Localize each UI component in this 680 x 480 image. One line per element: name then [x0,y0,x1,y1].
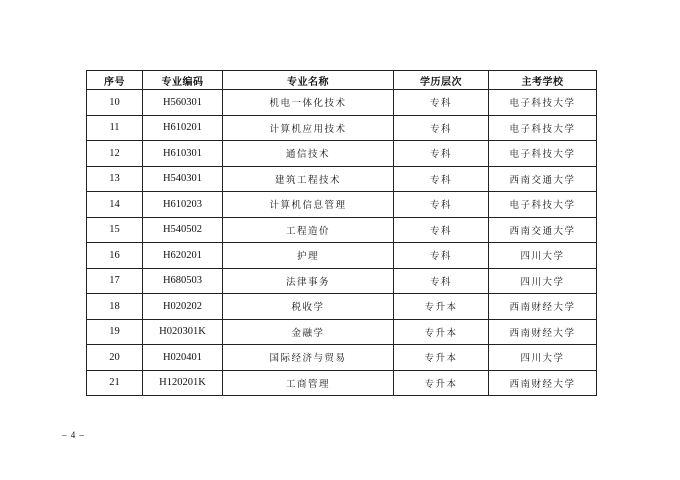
cell-major-code: H680503 [143,268,223,294]
header-education-level: 学历层次 [394,71,489,90]
cell-examining-school: 西南交通大学 [489,217,597,243]
cell-seq: 10 [87,90,143,116]
cell-seq: 12 [87,141,143,167]
cell-major-code: H020301K [143,319,223,345]
table-row [87,268,597,294]
cell-major-name: 机电一体化技术 [223,90,394,116]
cell-examining-school: 四川大学 [489,345,597,371]
header-major-code: 专业编码 [143,71,223,90]
cell-major-name: 工程造价 [223,217,394,243]
cell-education-level: 专升本 [394,345,489,371]
table-row [87,192,597,218]
cell-seq: 21 [87,370,143,396]
cell-education-level: 专科 [394,243,489,269]
cell-major-name: 计算机应用技术 [223,115,394,141]
cell-major-code: H540502 [143,217,223,243]
cell-major-name: 税收学 [223,294,394,320]
table-row [87,243,597,269]
cell-education-level: 专升本 [394,370,489,396]
cell-major-name: 建筑工程技术 [223,166,394,192]
cell-examining-school: 西南财经大学 [489,294,597,320]
cell-examining-school: 电子科技大学 [489,115,597,141]
table-row [87,319,597,345]
header-major-name: 专业名称 [223,71,394,90]
cell-education-level: 专科 [394,217,489,243]
cell-education-level: 专科 [394,268,489,294]
cell-major-name: 国际经济与贸易 [223,345,394,371]
cell-examining-school: 电子科技大学 [489,141,597,167]
cell-seq: 16 [87,243,143,269]
cell-examining-school: 西南财经大学 [489,319,597,345]
table-row [87,217,597,243]
table-row [87,115,597,141]
cell-seq: 19 [87,319,143,345]
header-row [87,71,597,90]
cell-major-code: H560301 [143,90,223,116]
cell-major-code: H540301 [143,166,223,192]
cell-major-code: H020202 [143,294,223,320]
cell-major-name: 计算机信息管理 [223,192,394,218]
cell-education-level: 专科 [394,115,489,141]
table-row [87,166,597,192]
header-examining-school: 主考学校 [489,71,597,90]
table-body [87,90,597,396]
table-header [87,71,597,90]
cell-education-level: 专升本 [394,294,489,320]
page-number: – 4 – [62,430,85,440]
table-row [87,345,597,371]
table-row [87,90,597,116]
cell-major-name: 金融学 [223,319,394,345]
majors-table [86,70,597,396]
table-row [87,141,597,167]
cell-major-name: 通信技术 [223,141,394,167]
header-seq: 序号 [87,71,143,90]
cell-seq: 14 [87,192,143,218]
cell-education-level: 专科 [394,166,489,192]
cell-seq: 20 [87,345,143,371]
cell-seq: 18 [87,294,143,320]
cell-major-code: H120201K [143,370,223,396]
cell-education-level: 专科 [394,141,489,167]
table-row [87,294,597,320]
cell-education-level: 专升本 [394,319,489,345]
cell-examining-school: 西南交通大学 [489,166,597,192]
cell-seq: 17 [87,268,143,294]
cell-examining-school: 电子科技大学 [489,192,597,218]
cell-education-level: 专科 [394,90,489,116]
cell-major-code: H610201 [143,115,223,141]
cell-major-code: H610301 [143,141,223,167]
cell-major-code: H610203 [143,192,223,218]
cell-major-name: 工商管理 [223,370,394,396]
cell-examining-school: 四川大学 [489,268,597,294]
cell-major-name: 护理 [223,243,394,269]
cell-major-code: H620201 [143,243,223,269]
cell-examining-school: 西南财经大学 [489,370,597,396]
cell-seq: 13 [87,166,143,192]
cell-education-level: 专科 [394,192,489,218]
cell-major-name: 法律事务 [223,268,394,294]
cell-major-code: H020401 [143,345,223,371]
cell-seq: 15 [87,217,143,243]
cell-seq: 11 [87,115,143,141]
cell-examining-school: 四川大学 [489,243,597,269]
table-row [87,370,597,396]
cell-examining-school: 电子科技大学 [489,90,597,116]
